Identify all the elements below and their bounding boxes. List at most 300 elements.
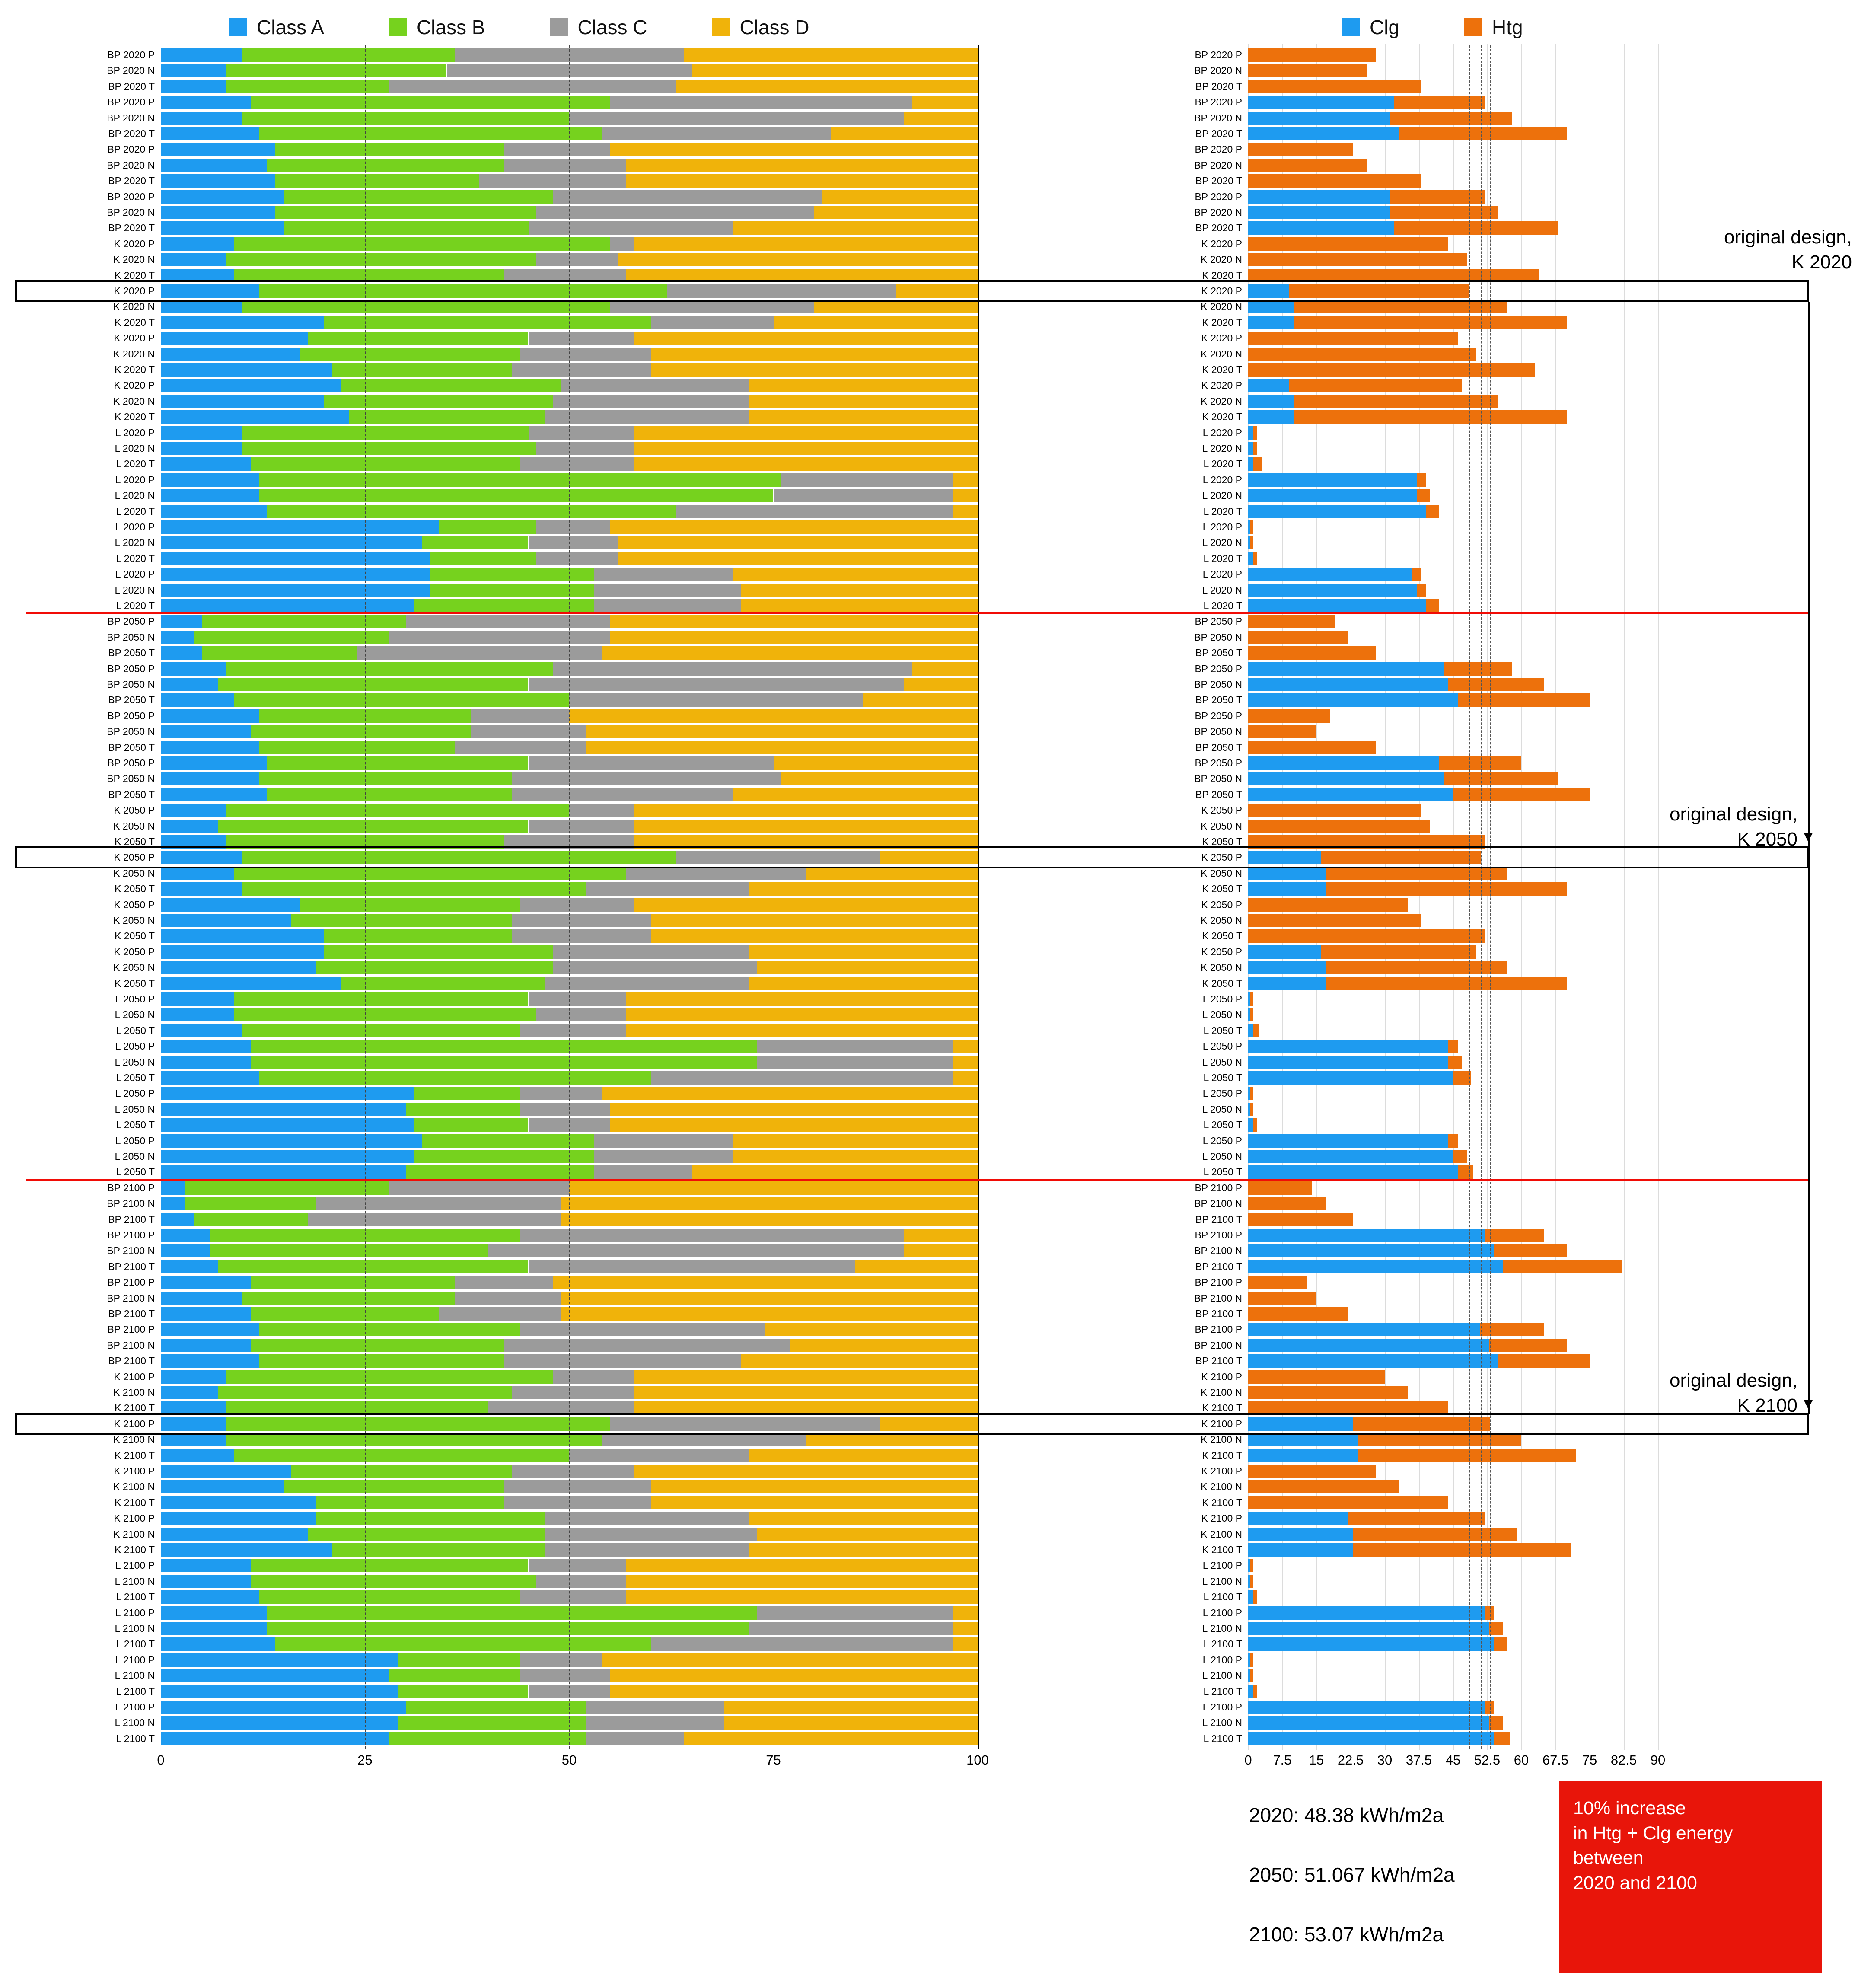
class-c-bar-segment	[676, 505, 953, 518]
htg-bar-segment	[1248, 237, 1448, 251]
class-a-bar-segment	[161, 867, 234, 880]
htg-bar-segment	[1448, 1134, 1457, 1148]
class-c-bar-segment	[594, 599, 741, 613]
class-c-bar-segment	[569, 804, 634, 817]
clg-bar-segment	[1248, 1056, 1448, 1069]
htg-bar-segment	[1250, 1653, 1252, 1667]
class-d-bar-segment	[814, 300, 978, 313]
htg-bar-segment	[1426, 599, 1440, 613]
class-b-bar-segment	[251, 1056, 757, 1069]
class-c-bar-segment	[757, 1056, 953, 1069]
row-label: L 2100 N	[1202, 1575, 1242, 1587]
htg-bar-segment	[1248, 898, 1408, 912]
class-c-bar-segment	[553, 961, 757, 974]
clg-bar-segment	[1248, 1150, 1453, 1163]
class-b-bar-segment	[242, 48, 455, 62]
row-label: L 2100 T	[1203, 1638, 1242, 1650]
htg-bar-segment	[1417, 489, 1431, 502]
class-a-bar-segment	[161, 1276, 251, 1289]
class-d-bar-segment	[684, 1732, 978, 1745]
class-c-bar-segment	[520, 898, 635, 912]
class-b-bar-segment	[218, 678, 528, 691]
row-label: K 2020 N	[113, 254, 155, 265]
row-label: L 2020 P	[115, 474, 155, 485]
row-label: L 2020 T	[116, 552, 155, 564]
htg-bar-segment	[1294, 300, 1507, 313]
htg-bar-segment	[1289, 379, 1462, 392]
class-d-bar-segment	[724, 1701, 978, 1714]
class-c-bar-segment	[471, 709, 569, 723]
htg-bar-segment	[1248, 1213, 1353, 1226]
class-d-bar-segment	[602, 1653, 978, 1667]
legend-item	[389, 16, 485, 39]
row-label: K 2050 N	[1201, 962, 1242, 973]
clg-bar-segment	[1248, 190, 1390, 204]
class-c-bar-segment	[586, 1716, 724, 1730]
class-a-bar-segment	[161, 1040, 251, 1053]
htg-bar-segment	[1248, 1386, 1408, 1399]
row-label: K 2050 P	[1201, 899, 1242, 910]
row-label: BP 2050 N	[107, 631, 155, 643]
class-a-bar-segment	[161, 882, 242, 896]
class-c-bar-segment	[520, 1103, 610, 1116]
class-c-bar-segment	[512, 363, 651, 377]
row-label: BP 2050 T	[108, 788, 155, 800]
row-label: L 2050 P	[115, 1088, 155, 1099]
class-a-bar-segment	[161, 961, 316, 974]
row-label: L 2020 T	[116, 505, 155, 517]
row-label: L 2020 P	[115, 427, 155, 438]
period-separator-line	[26, 1179, 1809, 1181]
class-d-bar-segment	[912, 662, 978, 676]
row-label: L 2020 N	[115, 537, 155, 549]
class-d-bar-segment	[634, 804, 978, 817]
row-label: BP 2100 P	[1195, 1182, 1242, 1193]
class-d-bar-segment	[733, 788, 978, 801]
annotation-original-design-k2050	[1670, 802, 1797, 852]
class-d-bar-segment	[561, 1307, 978, 1321]
row-label: BP 2020 T	[108, 80, 155, 92]
class-d-bar-segment	[733, 568, 978, 581]
class-b-bar-segment	[267, 788, 512, 801]
class-c-bar-segment	[594, 584, 741, 597]
clg-bar-segment	[1248, 1323, 1480, 1336]
class-c-bar-segment	[308, 1213, 561, 1226]
row-label: BP 2050 T	[1195, 647, 1242, 659]
row-label: K 2050 P	[114, 899, 155, 910]
down-arrow-icon: ▼	[1801, 1394, 1816, 1412]
class-d-bar-segment	[602, 1087, 978, 1100]
clg-bar-segment	[1248, 568, 1412, 581]
class-c-bar-segment	[781, 473, 953, 487]
clg-bar-segment	[1248, 1040, 1448, 1053]
class-c-bar-segment	[520, 1653, 602, 1667]
row-label: BP 2020 P	[107, 49, 155, 61]
row-label: K 2020 N	[113, 395, 155, 407]
row-label: K 2020 P	[114, 285, 155, 297]
class-c-bar-segment	[520, 457, 635, 471]
class-a-bar-segment	[161, 332, 308, 345]
row-label: K 2050 T	[1202, 836, 1242, 847]
row-label: K 2100 P	[1201, 1371, 1242, 1382]
class-b-bar-segment	[202, 615, 406, 628]
row-label: BP 2100 N	[1194, 1198, 1242, 1209]
class-d-bar-segment	[561, 1197, 978, 1210]
clg-bar-segment	[1248, 1732, 1494, 1745]
class-c-bar-segment	[389, 80, 676, 93]
class-c-bar-segment	[357, 646, 602, 660]
htg-bar-segment	[1248, 804, 1421, 817]
class-d-bar-segment	[953, 1637, 978, 1651]
htg-bar-segment	[1358, 1449, 1576, 1462]
class-b-bar-segment	[185, 1181, 390, 1195]
class-d-bar-segment	[634, 898, 978, 912]
class-a-bar-segment	[161, 1197, 185, 1210]
down-arrow-icon: ▼	[1801, 827, 1816, 845]
class-c-bar-segment	[586, 1732, 684, 1745]
class-c-bar-segment	[389, 631, 610, 644]
htg-bar-segment	[1326, 882, 1567, 896]
annotation-line: original design,	[1724, 227, 1852, 248]
clg-bar-segment	[1248, 678, 1448, 691]
htg-bar-segment	[1248, 1307, 1348, 1321]
class-d-bar-segment	[749, 882, 978, 896]
class-b-bar-segment	[226, 253, 536, 266]
class-d-bar-segment	[651, 914, 978, 927]
row-label: BP 2100 T	[1195, 1355, 1242, 1367]
row-label: BP 2020 N	[107, 159, 155, 171]
class-a-bar-segment	[161, 1653, 398, 1667]
class-c-bar-segment	[529, 536, 618, 549]
class-c-bar-segment	[651, 316, 774, 329]
htg-bar-segment	[1248, 1496, 1448, 1509]
class-d-bar-segment	[651, 348, 978, 361]
class-b-bar-segment	[242, 1024, 520, 1037]
row-label: BP 2020 T	[1195, 222, 1242, 234]
axis-tick-label: 45	[1445, 1752, 1461, 1768]
original-design-highlight-box	[15, 1413, 1809, 1435]
class-c-bar-segment	[774, 489, 953, 502]
class-b-bar-segment	[291, 914, 512, 927]
row-label: BP 2050 P	[1195, 710, 1242, 721]
class-a-bar-segment	[161, 693, 234, 707]
clg-bar-segment	[1248, 379, 1289, 392]
class-d-bar-segment	[749, 1512, 978, 1525]
clg-bar-segment	[1248, 1229, 1485, 1242]
class-c-bar-segment	[536, 552, 618, 565]
class-b-bar-segment	[242, 882, 586, 896]
row-label: K 2020 T	[1202, 364, 1242, 375]
htg-bar-segment	[1248, 646, 1376, 660]
class-c-bar-segment	[545, 410, 749, 424]
row-label: L 2020 N	[1202, 537, 1242, 549]
class-d-bar-segment	[774, 316, 978, 329]
row-label: BP 2100 P	[107, 1324, 155, 1335]
class-c-bar-segment	[512, 914, 651, 927]
htg-bar-segment	[1412, 568, 1421, 581]
htg-bar-segment	[1248, 709, 1330, 723]
clg-swatch-icon	[1342, 18, 1360, 36]
class-c-bar-segment	[512, 1386, 635, 1399]
legend-item	[712, 16, 809, 39]
class-b-bar-segment	[251, 457, 520, 471]
htg-bar-segment	[1253, 1118, 1258, 1132]
clg-bar-segment	[1248, 395, 1294, 408]
class-a-bar-segment	[161, 1575, 251, 1588]
row-label: BP 2100 T	[1195, 1308, 1242, 1319]
class-a-bar-segment	[161, 678, 218, 691]
htg-bar-segment	[1498, 1354, 1590, 1368]
htg-bar-segment	[1417, 473, 1426, 487]
clg-bar-segment	[1248, 96, 1394, 109]
row-label: L 2100 N	[115, 1670, 155, 1682]
clg-bar-segment	[1248, 1637, 1494, 1651]
row-label: BP 2100 P	[107, 1276, 155, 1288]
class-d-bar-segment	[749, 1543, 978, 1557]
class-a-bar-segment	[161, 96, 251, 109]
class-a-bar-segment	[161, 709, 259, 723]
htg-bar-segment	[1248, 914, 1421, 927]
class-d-bar-segment	[790, 1339, 978, 1352]
axis-tick-label: 60	[1514, 1752, 1529, 1768]
row-label: L 2050 T	[1203, 1024, 1242, 1036]
row-label: BP 2020 T	[1195, 175, 1242, 187]
class-a-bar-segment	[161, 1732, 389, 1745]
class-d-bar-segment	[953, 1056, 978, 1069]
row-label: L 2100 T	[1203, 1685, 1242, 1697]
class-a-bar-segment	[161, 253, 226, 266]
htg-bar-segment	[1248, 820, 1430, 833]
class-a-bar-segment	[161, 1716, 398, 1730]
class-c-bar-segment	[504, 159, 627, 172]
class-a-bar-segment	[161, 80, 226, 93]
class-d-bar-segment	[626, 159, 978, 172]
htg-bar-segment	[1458, 693, 1590, 707]
row-label: L 2100 P	[115, 1607, 155, 1618]
htg-bar-segment	[1253, 1024, 1260, 1037]
row-label: K 2100 N	[1201, 1387, 1242, 1398]
clg-bar-segment	[1248, 788, 1453, 801]
clg-bar-segment	[1248, 410, 1294, 424]
class-a-bar-segment	[161, 473, 259, 487]
htg-bar-segment	[1250, 520, 1252, 534]
htg-bar-segment	[1248, 1370, 1385, 1384]
row-label: BP 2020 N	[1194, 207, 1242, 218]
class-c-bar-segment	[651, 1637, 953, 1651]
row-label: L 2100 N	[115, 1575, 155, 1587]
annotation-line: K 2100	[1737, 1395, 1797, 1417]
class-d-bar-segment	[561, 1213, 978, 1226]
class-b-bar-segment	[406, 1165, 594, 1179]
class-b-bar-segment	[226, 804, 569, 817]
row-label: K 2050 P	[114, 946, 155, 957]
row-label: K 2050 T	[115, 930, 155, 942]
class-d-swatch-icon	[712, 18, 730, 36]
class-c-bar-segment	[626, 867, 806, 880]
class-b-bar-segment	[398, 1653, 520, 1667]
clg-bar-segment	[1248, 977, 1326, 990]
class-c-bar-segment	[545, 1512, 749, 1525]
increase-callout-box	[1559, 1781, 1822, 1973]
class-c-bar-segment	[545, 1543, 749, 1557]
htg-bar-segment	[1453, 1150, 1467, 1163]
htg-bar-segment	[1353, 1543, 1571, 1557]
axis-tick-label: 100	[966, 1752, 989, 1768]
htg-bar-segment	[1448, 1056, 1462, 1069]
htg-bar-segment	[1248, 363, 1535, 377]
htg-bar-segment	[1489, 1339, 1567, 1352]
clg-bar-segment	[1248, 945, 1321, 959]
row-label: K 2020 T	[1202, 411, 1242, 423]
row-label: L 2050 N	[1202, 1103, 1242, 1115]
htg-bar-segment	[1390, 112, 1512, 125]
row-label: L 2100 N	[115, 1623, 155, 1634]
class-c-bar-segment	[610, 300, 815, 313]
legend-label: Htg	[1492, 16, 1523, 38]
class-c-bar-segment	[512, 788, 733, 801]
class-d-bar-segment	[733, 221, 978, 235]
class-a-bar-segment	[161, 1292, 242, 1305]
htg-bar-segment	[1250, 1575, 1252, 1588]
clg-bar-segment	[1248, 1622, 1489, 1635]
class-d-bar-segment	[684, 48, 978, 62]
row-label: L 2100 P	[1202, 1607, 1242, 1618]
class-a-bar-segment	[161, 1386, 218, 1399]
htg-bar-segment	[1390, 206, 1499, 219]
class-d-bar-segment	[618, 536, 978, 549]
row-label: L 2020 N	[115, 490, 155, 501]
row-label: L 2050 N	[115, 1009, 155, 1021]
class-b-bar-segment	[308, 332, 528, 345]
class-c-bar-segment	[529, 820, 635, 833]
class-d-bar-segment	[953, 1606, 978, 1620]
class-c-bar-segment	[488, 1244, 904, 1257]
row-label: K 2020 P	[114, 380, 155, 391]
class-a-bar-segment	[161, 489, 259, 502]
row-label: K 2100 T	[115, 1449, 155, 1461]
row-label: L 2050 N	[115, 1103, 155, 1115]
row-label: K 2050 N	[1201, 915, 1242, 926]
class-d-bar-segment	[610, 1118, 978, 1132]
class-b-bar-segment	[259, 1354, 504, 1368]
htg-bar-segment	[1485, 1229, 1544, 1242]
clg-bar-segment	[1248, 127, 1399, 140]
class-b-bar-segment	[234, 1008, 536, 1021]
htg-bar-segment	[1253, 442, 1258, 455]
class-b-bar-segment	[242, 442, 536, 455]
class-b-bar-segment	[242, 300, 610, 313]
row-label: L 2100 P	[1202, 1701, 1242, 1713]
clg-bar-segment	[1248, 1590, 1253, 1604]
row-label: K 2020 T	[1202, 316, 1242, 328]
axis-tick-label: 52.5	[1474, 1752, 1501, 1768]
class-b-bar-segment	[226, 1433, 602, 1446]
clg-bar-segment	[1248, 1165, 1458, 1179]
htg-bar-segment	[1494, 1732, 1510, 1745]
class-a-bar-segment	[161, 1165, 406, 1179]
row-label: L 2050 N	[115, 1056, 155, 1068]
row-label: K 2100 N	[1201, 1528, 1242, 1540]
class-a-bar-segment	[161, 1087, 414, 1100]
htg-bar-segment	[1248, 64, 1367, 77]
row-label: K 2100 T	[115, 1497, 155, 1508]
class-c-bar-segment	[594, 1134, 733, 1148]
clg-bar-segment	[1248, 489, 1417, 502]
class-b-bar-segment	[218, 820, 528, 833]
row-label: K 2050 T	[115, 836, 155, 847]
annotation-original-design-k2020	[1724, 225, 1852, 275]
htg-bar-segment	[1250, 1087, 1252, 1100]
axis-tick-label: 75	[766, 1752, 781, 1768]
row-label: BP 2100 N	[107, 1245, 155, 1257]
legend-item	[229, 16, 324, 39]
class-a-bar-segment	[161, 646, 202, 660]
class-d-bar-segment	[626, 992, 978, 1006]
class-d-bar-segment	[651, 929, 978, 943]
class-c-swatch-icon	[550, 18, 568, 36]
row-label: L 2020 T	[1203, 600, 1242, 611]
class-d-bar-segment	[651, 363, 978, 377]
htg-bar-segment	[1248, 1276, 1307, 1289]
class-a-bar-segment	[161, 457, 251, 471]
row-label: K 2020 N	[1201, 348, 1242, 360]
class-c-bar-segment	[757, 1606, 953, 1620]
class-a-bar-segment	[161, 379, 341, 392]
class-a-bar-segment	[161, 804, 226, 817]
class-c-bar-segment	[512, 772, 782, 785]
callout-line: between	[1573, 1848, 1644, 1869]
row-label: K 2100 P	[114, 1465, 155, 1477]
class-b-bar-segment	[422, 536, 529, 549]
class-b-bar-segment	[226, 1370, 553, 1384]
class-c-bar-segment	[569, 112, 904, 125]
class-d-bar-segment	[626, 1024, 978, 1037]
row-label: K 2100 P	[1201, 1465, 1242, 1477]
row-label: BP 2100 N	[1194, 1339, 1242, 1351]
class-a-bar-segment	[161, 1512, 316, 1525]
class-a-bar-segment	[161, 348, 300, 361]
class-d-bar-segment	[692, 64, 978, 77]
row-label: L 2050 N	[115, 1151, 155, 1162]
class-c-bar-segment	[545, 977, 749, 990]
row-label: L 2020 P	[1202, 521, 1242, 533]
axis-tick-label: 50	[561, 1752, 577, 1768]
class-a-bar-segment	[161, 143, 275, 156]
htg-bar-segment	[1248, 253, 1467, 266]
class-a-bar-segment	[161, 536, 422, 549]
class-a-bar-segment	[161, 1118, 414, 1132]
htg-bar-segment	[1248, 174, 1421, 188]
axis-tick-label: 0	[1244, 1752, 1252, 1768]
class-c-bar-segment	[529, 1559, 627, 1572]
class-d-bar-segment	[733, 1150, 978, 1163]
class-c-bar-segment	[520, 1087, 602, 1100]
row-label: L 2020 T	[1203, 505, 1242, 517]
class-a-bar-segment	[161, 1528, 308, 1541]
row-label: BP 2050 P	[1195, 663, 1242, 674]
class-c-bar-segment	[529, 756, 774, 770]
class-a-bar-segment	[161, 1637, 275, 1651]
class-a-bar-segment	[161, 1056, 251, 1069]
class-c-bar-segment	[594, 1150, 733, 1163]
row-label: K 2100 N	[113, 1387, 155, 1398]
row-label: BP 2100 P	[107, 1182, 155, 1193]
htg-bar-segment	[1326, 977, 1567, 990]
legend-item	[550, 16, 647, 39]
clg-bar-segment	[1248, 1512, 1348, 1525]
clg-bar-segment	[1248, 662, 1444, 676]
htg-bar-segment	[1458, 1165, 1474, 1179]
